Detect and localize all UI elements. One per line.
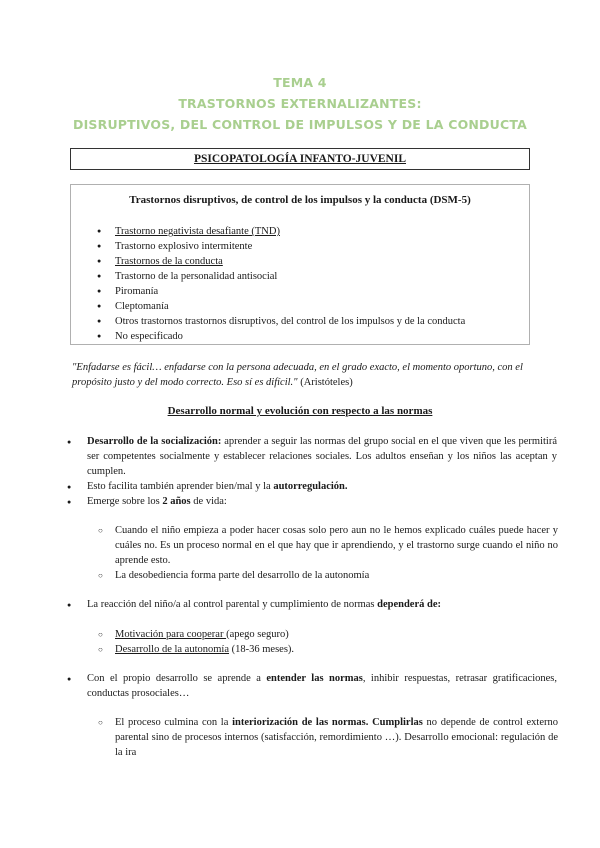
list-item: ● Otros trastornos trastornos disruptivos, del control de los impulsos y de la conducta (97, 314, 465, 329)
subject-title: PSICOPATOLOGÍA INFANTO-JUVENIL (70, 148, 530, 170)
bullet-self-regulation: Esto facilita también aprender bien/mal y la autorregulación. (87, 481, 348, 492)
bullet-socialization: Desarrollo de la socialización: aprender a seguir las normas del grupo social en el que viven que les permitirá ser competentes socialmente y establecer relaciones sociales. Los adultos enseñan y los niños las aceptan y cumplen. (87, 436, 557, 477)
quote-author: (Aristóteles) (297, 377, 353, 388)
list-item: ● Cleptomanía (97, 299, 465, 314)
topic-title: TRASTORNOS EXTERNALIZANTES: (178, 96, 422, 111)
circle-bullet-icon: ○ (98, 718, 103, 727)
quote-text: "Enfadarse es fácil… enfadarse con la persona adecuada, en el grado exacto, el momento oportuno, con el propósito justo y del modo correcto. Eso sí es difícil." (72, 362, 523, 388)
sub-bullet-autonomy: Desarrollo de la autonomía (18-36 meses). (115, 644, 295, 655)
bullet-icon: ● (67, 438, 72, 446)
list-item: ● Trastorno explosivo intermitente (97, 239, 465, 254)
bullet-icon: ● (67, 483, 72, 491)
list-item: ● Trastorno negativista desafiante (TND) (97, 224, 465, 239)
section-title: Desarrollo normal y evolución con respecto a las normas (167, 405, 433, 417)
sub-bullet-motivation: Motivación para cooperar (apego seguro) (115, 629, 289, 640)
aristotle-quote (72, 360, 558, 390)
bullet-icon: ● (67, 675, 72, 683)
bullet-understand-norms: Con el propio desarrollo se aprende a entender las normas, inhibir respuestas, retrasar gratificaciones, conductas prosociales… (87, 673, 557, 699)
list-item: ● Piromanía (97, 284, 465, 299)
sub-bullet-autonomy-start: Cuando el niño empieza a poder hacer cosas solo pero aun no le hemos explicado cuáles puede hacer y cuáles no. Es un proceso normal en el que hay que ir aprendiendo, y el trastorno surge cuando el niño no aprende esto. (115, 525, 558, 566)
bullet-parental-control: La reacción del niño/a al control parental y cumplimiento de normas dependerá de: (87, 599, 441, 610)
dsm-list (97, 224, 465, 344)
dsm-box-title: Trastornos disruptivos, de control de los impulsos y la conducta (DSM-5) (129, 194, 471, 206)
circle-bullet-icon: ○ (98, 630, 103, 639)
sub-bullet-disobedience: La desobediencia forma parte del desarrollo de la autonomía (115, 570, 370, 581)
circle-bullet-icon: ○ (98, 645, 103, 654)
bullet-icon: ● (67, 498, 72, 506)
dsm-classification-box (70, 184, 530, 345)
bullet-two-years: Emerge sobre los 2 años de vida: (87, 496, 227, 507)
topic-subtitle: DISRUPTIVOS, DEL CONTROL DE IMPULSOS Y DE LA CONDUCTA (73, 117, 527, 132)
circle-bullet-icon: ○ (98, 526, 103, 535)
topic-number: TEMA 4 (273, 75, 327, 90)
list-item: ● Trastorno de la personalidad antisocial (97, 269, 465, 284)
list-item: ● Trastornos de la conducta (97, 254, 465, 269)
list-item: ● No especificado (97, 329, 465, 344)
sub-bullet-internalization: El proceso culmina con la interiorización de las normas. Cumplirlas no depende de control externo parental sino de procesos internos (satisfacción, remordimiento …). Desarrollo emocional: regulación de la ira (115, 717, 559, 758)
bullet-icon: ● (67, 601, 72, 609)
circle-bullet-icon: ○ (98, 571, 103, 580)
